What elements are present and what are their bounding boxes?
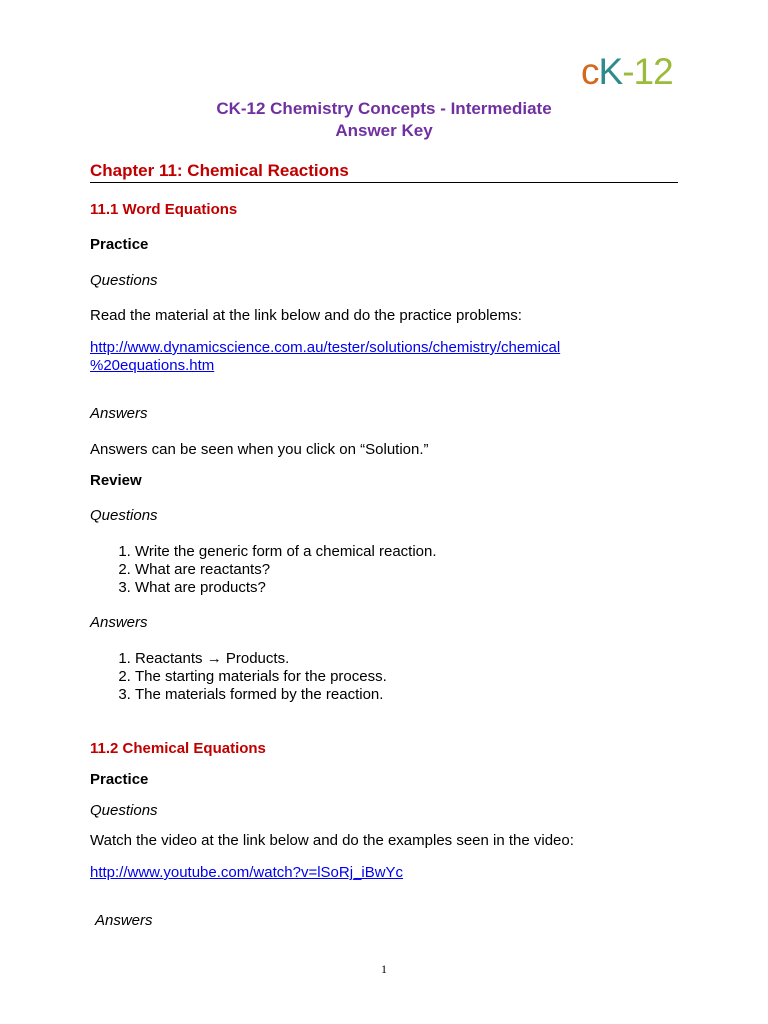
video-link-wrap (90, 864, 403, 882)
answers-label-2: Answers (95, 912, 153, 929)
logo-c: c (581, 51, 599, 92)
review-questions-label: Questions (90, 507, 158, 524)
logo-number: 12 (633, 51, 673, 92)
review-answers-label: Answers (90, 614, 148, 631)
section-heading-11-1: 11.1 Word Equations (90, 201, 238, 218)
answers-text: Answers can be seen when you click on “Solution.” (90, 441, 429, 458)
review-label: Review (90, 472, 142, 489)
video-instruction: Watch the video at the link below and do the examples seen in the video: (90, 832, 574, 849)
practice-label-2: Practice (90, 771, 149, 788)
practice-link-line2[interactable]: %20equations.htm (90, 357, 215, 374)
list-item: 1. Reactants → Products. (135, 650, 387, 668)
ck12-logo (581, 53, 673, 90)
list-item: 2. What are reactants? (135, 561, 437, 579)
practice-label: Practice (90, 236, 149, 253)
list-item: 3. What are products? (135, 579, 437, 597)
chapter-heading: Chapter 11: Chemical Reactions (90, 161, 349, 180)
logo-dash: - (622, 51, 634, 92)
practice-link[interactable] (90, 339, 560, 375)
practice-link-line1[interactable]: http://www.dynamicscience.com.au/tester/solutions/chemistry/chemical (90, 339, 561, 356)
document-title (0, 98, 768, 142)
list-item: 1. Write the generic form of a chemical reaction. (135, 543, 437, 561)
review-questions-list (90, 543, 437, 597)
document-title-line1: CK-12 Chemistry Concepts - Intermediate (216, 99, 552, 118)
chapter-divider (90, 182, 678, 183)
section-heading-11-2: 11.2 Chemical Equations (90, 740, 266, 757)
document-title-line2: Answer Key (335, 121, 433, 140)
list-item: 3. The materials formed by the reaction. (135, 686, 387, 704)
review-answers-list (90, 650, 387, 704)
questions-label: Questions (90, 272, 158, 289)
logo-k: K (598, 51, 623, 92)
answers-label: Answers (90, 405, 148, 422)
questions-label-2: Questions (90, 802, 158, 819)
page-number: 1 (381, 962, 387, 976)
video-link[interactable]: http://www.youtube.com/watch?v=lSoRj_iBwYc (90, 864, 404, 881)
practice-instruction: Read the material at the link below and do the practice problems: (90, 307, 522, 324)
list-item: 2. The starting materials for the process. (135, 668, 387, 686)
